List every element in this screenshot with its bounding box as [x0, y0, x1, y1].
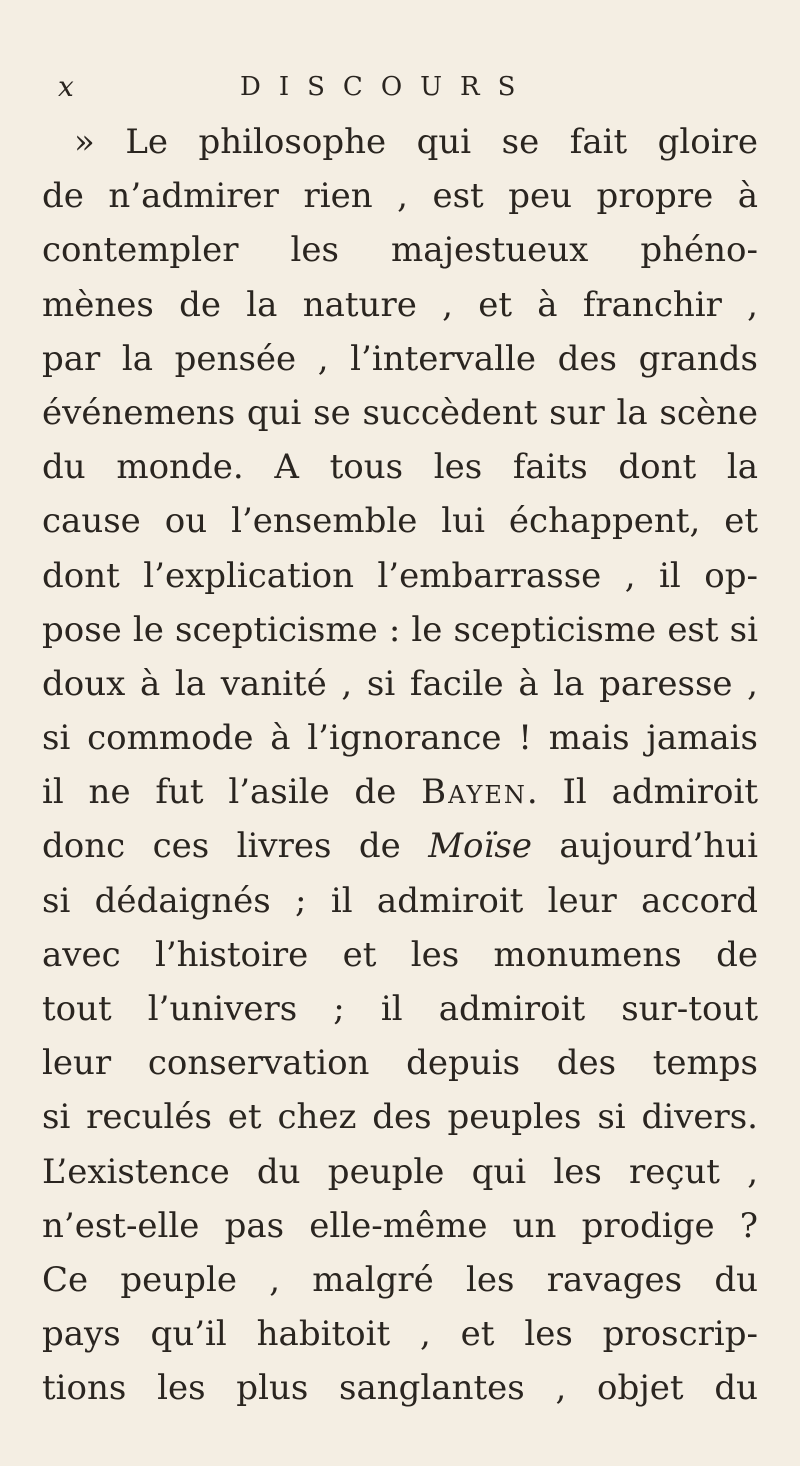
- body-text: [42, 115, 758, 1416]
- text-line: avec l’histoire et les monumens de: [42, 934, 758, 975]
- text-line: tions les plus sanglantes , objet du: [42, 1368, 758, 1409]
- text-line: doux à la vanité , si facile à la paresse ,: [42, 663, 758, 704]
- text-line: cause ou l’ensemble lui échappent, et: [42, 501, 758, 542]
- text-segment: aujourd’hui: [531, 826, 758, 867]
- page-number: x: [58, 70, 75, 103]
- author-name: Bayen: [421, 772, 527, 813]
- text-line: contempler les majestueux phéno-: [42, 230, 758, 271]
- text-line: Ce peuple , malgré les ravages du: [42, 1259, 758, 1300]
- text-line: pose le scepticisme : le scepticisme est si: [42, 609, 758, 650]
- text-line: dont l’explication l’embarrasse , il op-: [42, 555, 758, 596]
- text-line: n’est-elle pas elle-même un prodige ?: [42, 1205, 758, 1246]
- text-line: par la pensée , l’intervalle des grands: [42, 338, 758, 379]
- text-line: si dédaignés ; il admiroit leur accord: [42, 880, 758, 921]
- text-line: mènes de la nature , et à franchir ,: [42, 284, 758, 325]
- text-line: pays qu’il habitoit , et les proscrip-: [42, 1314, 758, 1355]
- text-segment: donc ces livres de: [42, 826, 429, 867]
- text-line: de n’admirer rien , est peu propre à: [42, 176, 758, 217]
- text-line: si reculés et chez des peuples si divers.: [42, 1097, 758, 1138]
- text-line: L’existence du peuple qui les reçut ,: [42, 1151, 758, 1192]
- text-segment: . Il admiroit: [526, 772, 759, 813]
- italic-name: Moïse: [428, 826, 532, 867]
- text-line: leur conservation depuis des temps: [42, 1043, 758, 1084]
- text-line: du monde. A tous les faits dont la: [42, 447, 758, 488]
- text-line: événemens qui se succèdent sur la scène: [42, 392, 758, 433]
- text-line: [42, 765, 758, 819]
- text-segment: il ne fut l’asile de: [42, 772, 422, 813]
- text-line: [42, 819, 758, 873]
- running-head: DISCOURS: [240, 72, 534, 102]
- text-line: » Le philosophe qui se fait gloire: [74, 122, 758, 162]
- text-line: si commode à l’ignorance ! mais jamais: [42, 718, 758, 759]
- text-line: tout l’univers ; il admiroit sur-tout: [42, 989, 758, 1029]
